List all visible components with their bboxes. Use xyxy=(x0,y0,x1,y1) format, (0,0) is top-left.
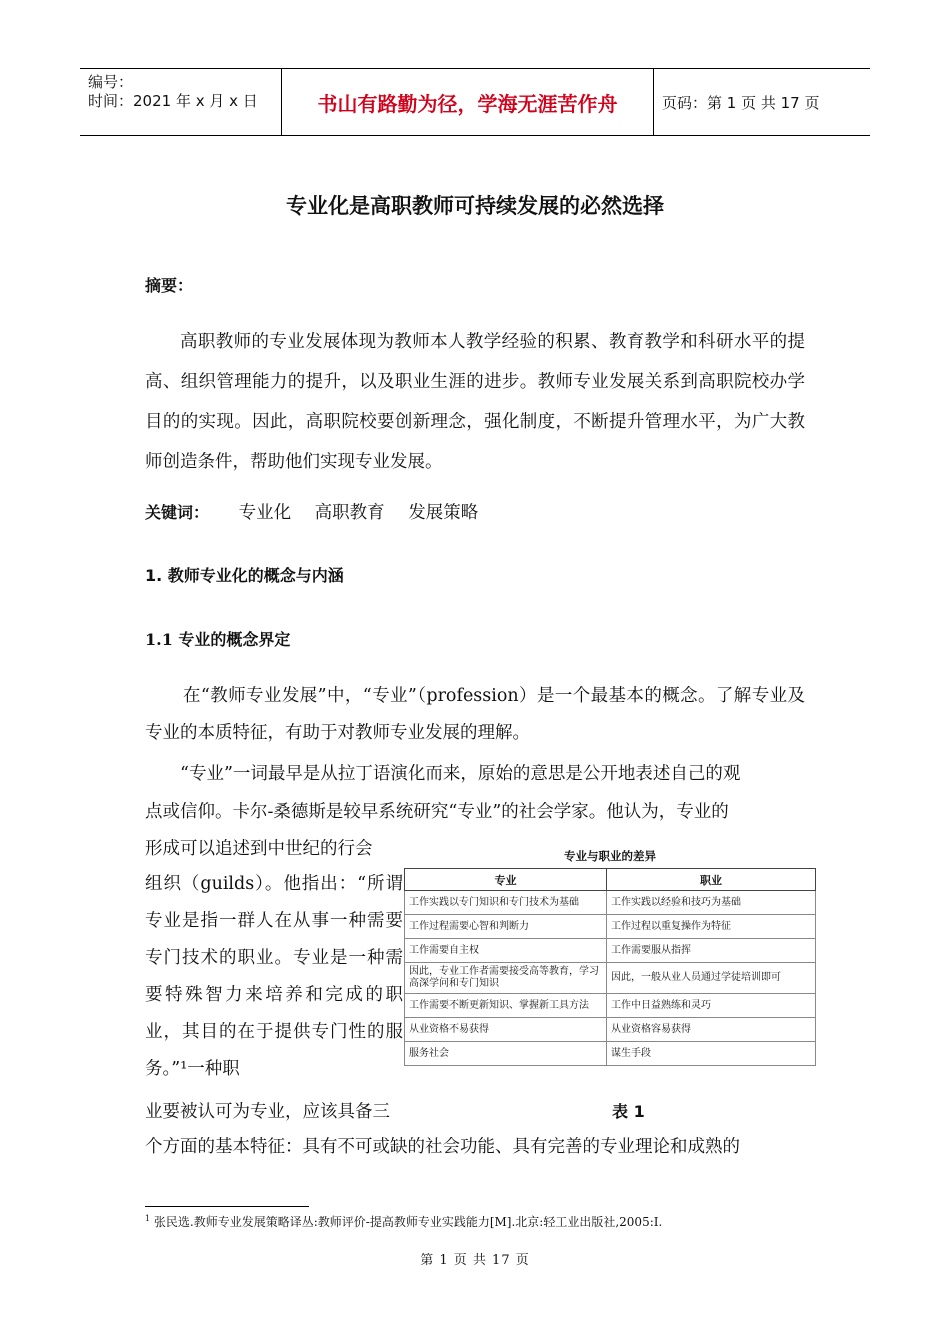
table-row xyxy=(405,915,816,939)
table-row xyxy=(405,1042,816,1066)
keywords-line xyxy=(145,499,496,524)
table-cell: 工作过程以重复操作为特征 xyxy=(607,915,816,939)
table-cell: 工作需要自主权 xyxy=(405,939,607,963)
document-title: 专业化是高职教师可持续发展的必然选择 xyxy=(286,194,664,218)
table-header-cell: 专业 xyxy=(405,869,607,891)
table-cell: 工作实践以经验和技巧为基础 xyxy=(607,891,816,915)
paragraph: 在“教师专业发展”中，“专业”（profession）是一个最基本的概念。了解专业及专业的本质特征，有助于对教师专业发展的理解。 xyxy=(145,686,805,743)
table-header-cell: 职业 xyxy=(607,869,816,891)
table-row xyxy=(405,963,816,994)
header-meta xyxy=(80,69,282,135)
table-cell: 工作需要服从指挥 xyxy=(607,939,816,963)
table-cell: 工作需要不断更新知识、掌握新工具方法 xyxy=(405,994,607,1018)
paragraph-line: 业要被认可为专业，应该具备三 xyxy=(145,1102,390,1122)
table-caption: 表 1 xyxy=(612,1102,645,1121)
paragraph-wrapped-text: 组织（guilds）。他指出：“所谓专业是指一群人在从事一种需要专门技术的职业。专业是一种需要特殊智力来培养和完成的职业，其目的在于提供专门性的服务。”¹一种职 xyxy=(145,874,403,1079)
abstract-heading: 摘要： xyxy=(145,276,194,295)
paragraph-line: 形成可以追述到中世纪的行会 xyxy=(145,839,373,859)
paragraph-line: “专业”一词最早是从拉丁语演化而来，原始的意思是公开地表述自己的观 xyxy=(180,764,741,784)
footnote-divider xyxy=(145,1206,309,1207)
comparison-table-figure xyxy=(404,848,816,1066)
table-cell: 工作实践以专门知识和专门技术为基础 xyxy=(405,891,607,915)
table-cell: 工作过程需要心智和判断力 xyxy=(405,915,607,939)
header-motto: 书山有路勤为径，学海无涯苦作舟 xyxy=(282,69,654,135)
keyword-item: 专业化 xyxy=(238,503,292,523)
footnote-text: 张民选.教师专业发展策略译丛:教师评价-提高教师专业实践能力[M].北京:轻工业出版社,2005:I. xyxy=(153,1215,663,1229)
table-row xyxy=(405,994,816,1018)
code-label: 编号： xyxy=(88,73,134,91)
footnote-mark: 1 xyxy=(145,1214,151,1223)
subsection-heading: 1.1 专业的概念界定 xyxy=(145,630,291,649)
table-cell: 服务社会 xyxy=(405,1042,607,1066)
table-cell: 因此，一般从业人员通过学徒培训即可 xyxy=(607,963,816,994)
paragraph-line: 个方面的基本特征：具有不可或缺的社会功能、具有完善的专业理论和成熟的 xyxy=(145,1137,740,1157)
keyword-item: 发展策略 xyxy=(408,503,479,523)
table-header-row xyxy=(405,869,816,891)
page-footer: 第 1 页 共 17 页 xyxy=(420,1253,530,1268)
table-cell: 从业资格不易获得 xyxy=(405,1018,607,1042)
date-label: 时间：2021 年 x 月 x 日 xyxy=(88,92,258,110)
abstract-text: 高职教师的专业发展体现为教师本人教学经验的积累、教育教学和科研水平的提高、组织管理能力的提升，以及职业生涯的进步。教师专业发展关系到高职院校办学目的的实现。因此，高职院校要创新理念，强化制度，不断提升管理水平，为广大教师创造条件，帮助他们实现专业发展。 xyxy=(145,332,805,472)
table-cell: 工作中日益熟练和灵巧 xyxy=(607,994,816,1018)
table-row xyxy=(405,939,816,963)
header-page-info: 页码：第 1 页 共 17 页 xyxy=(662,93,820,112)
paragraph-line: 点或信仰。卡尔-桑德斯是较早系统研究“专业”的社会学家。他认为，专业的 xyxy=(145,802,729,822)
document-header xyxy=(80,68,870,136)
table-row xyxy=(405,1018,816,1042)
keyword-item: 高职教育 xyxy=(314,503,385,523)
table-title: 专业与职业的差异 xyxy=(564,849,656,863)
keywords-label: 关键词： xyxy=(145,503,210,522)
footnote xyxy=(145,1213,662,1230)
table-cell: 因此，专业工作者需要接受高等教育，学习高深学问和专门知识 xyxy=(405,963,607,994)
section-heading: 1. 教师专业化的概念与内涵 xyxy=(145,566,344,585)
table-row xyxy=(405,891,816,915)
comparison-table xyxy=(404,868,816,1066)
table-cell: 从业资格容易获得 xyxy=(607,1018,816,1042)
table-cell: 谋生手段 xyxy=(607,1042,816,1066)
